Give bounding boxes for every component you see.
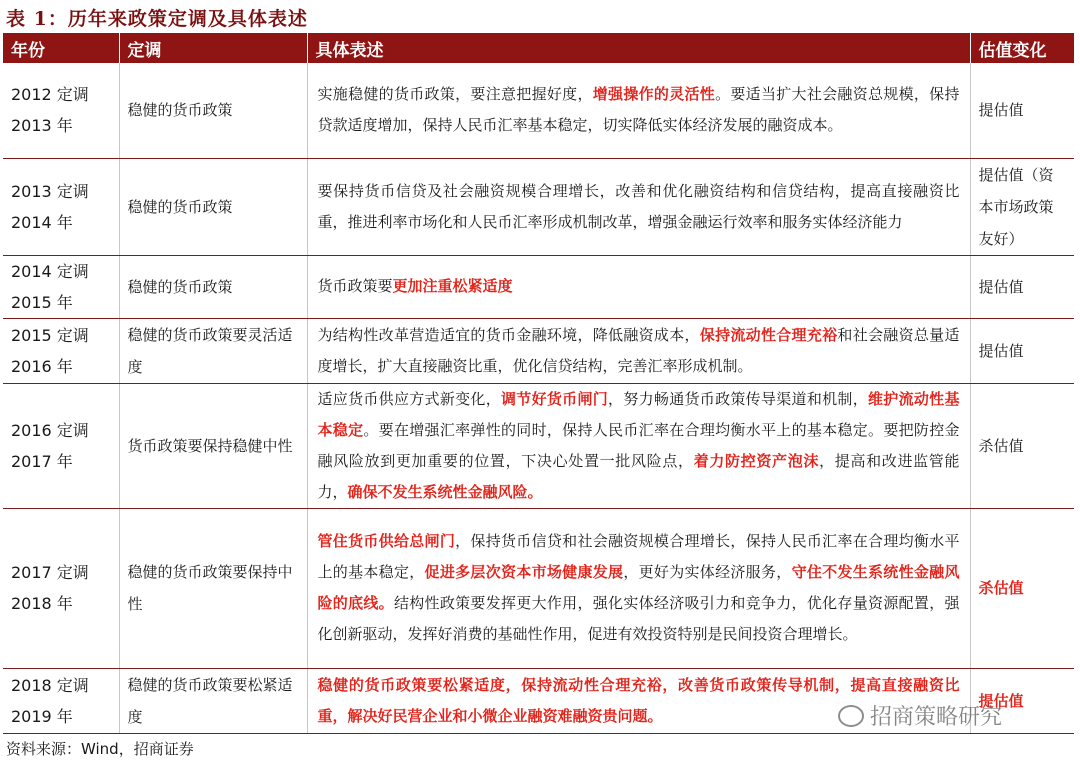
cell-description xyxy=(307,158,970,255)
year-line: 2014 年 xyxy=(11,212,73,232)
table-header-row xyxy=(3,33,1074,63)
year-line: 2015 定调 xyxy=(11,325,89,345)
cell-year xyxy=(3,63,119,158)
cell-valuation: 提估值 xyxy=(970,63,1074,158)
description-text: 结构性政策要发挥更大作用，强化实体经济吸引力和竞争力，优化存量资源配置，强化创新驱动，发挥好消费的基础性作用，促进有效投资特别是民间投资合理增长。 xyxy=(317,594,960,643)
header-valuation: 估值变化 xyxy=(970,33,1074,63)
cell-valuation: 提估值 xyxy=(970,255,1074,318)
description-text: ，提高和改进监管能力， xyxy=(317,451,960,501)
highlighted-phrase: 增强操作的灵活性 xyxy=(592,85,716,104)
year-line: 2018 定调 xyxy=(11,675,89,695)
cell-valuation: 提估值 xyxy=(970,318,1074,383)
highlighted-phrase: 保持流动性合理充裕 xyxy=(699,325,838,344)
cell-year xyxy=(3,318,119,383)
highlighted-phrase: 确保不发生系统性金融风险。 xyxy=(347,482,543,501)
year-line: 2015 年 xyxy=(11,292,73,312)
source-note: 资料来源：Wind，招商证券 xyxy=(6,740,194,758)
highlighted-phrase: 更加注重松紧适度 xyxy=(392,277,513,295)
watermark xyxy=(838,700,1002,731)
description-text: ，更好为实体经济服务， xyxy=(623,563,792,581)
cell-tone: 稳健的货币政策 xyxy=(119,255,307,318)
highlighted-phrase: 调节好货币闸门 xyxy=(501,389,609,408)
cell-tone: 稳健的货币政策要灵活适度 xyxy=(119,318,307,383)
description-text: 和社会融资总量适度增长，扩大直接融资比重，优化信贷结构，完善汇率形成机制。 xyxy=(317,325,960,375)
year-line: 2012 定调 xyxy=(11,85,89,105)
table-row xyxy=(3,318,1074,383)
cell-valuation: 提估值 xyxy=(970,668,1074,733)
cell-valuation: 杀估值 xyxy=(970,383,1074,508)
table-body xyxy=(3,63,1074,733)
cell-year xyxy=(3,508,119,668)
year-line: 2016 定调 xyxy=(11,420,89,440)
cell-tone: 稳健的货币政策要松紧适度 xyxy=(119,668,307,733)
highlighted-phrase: 守住不发生系统性金融风险的底线。 xyxy=(317,563,960,612)
policy-table xyxy=(3,33,1074,734)
description-text: ，保持货币信贷和社会融资规模合理增长，保持人民币汇率在合理均衡水平上的基本稳定， xyxy=(317,532,960,581)
year-line: 2017 定调 xyxy=(11,563,89,582)
description-text: ，努力畅通货币政策传导渠道和机制， xyxy=(608,389,868,408)
highlighted-phrase: 促进多层次资本市场健康发展 xyxy=(424,563,624,581)
header-year: 年份 xyxy=(3,33,119,63)
cell-valuation: 提估值（资本市场政策友好） xyxy=(970,158,1074,255)
table-row xyxy=(3,255,1074,318)
highlighted-phrase: 管住货币供给总闸门 xyxy=(317,532,456,550)
cell-description xyxy=(307,255,970,318)
wechat-icon xyxy=(838,705,864,727)
year-line: 2016 年 xyxy=(11,356,73,376)
cell-year xyxy=(3,158,119,255)
description-text: 。要适当扩大社会融资总规模，保持贷款适度增加，保持人民币汇率基本稳定，切实降低实体经济发展的融资成本。 xyxy=(317,85,960,135)
cell-tone: 货币政策要保持稳健中性 xyxy=(119,383,307,508)
highlighted-phrase: 维护流动性基本稳定 xyxy=(317,389,960,439)
cell-description xyxy=(307,508,970,668)
cell-tone: 稳健的货币政策要保持中性 xyxy=(119,508,307,668)
description-text: 货币政策要 xyxy=(317,277,393,295)
year-line: 2013 定调 xyxy=(11,181,89,201)
table-row xyxy=(3,158,1074,255)
cell-tone: 稳健的货币政策 xyxy=(119,158,307,255)
description-text: 要保持货币信贷及社会融资规模合理增长，改善和优化融资结构和信贷结构，提高直接融资比重，推进利率市场化和人民币汇率形成机制改革，增强金融运行效率和服务实体经济能力 xyxy=(317,181,960,231)
cell-description xyxy=(307,383,970,508)
description-text: 。要在增强汇率弹性的同时，保持人民币汇率在合理均衡水平上的基本稳定。要把防控金融风险放到更加重要的位置，下决心处置一批风险点， xyxy=(317,420,960,470)
header-tone: 定调 xyxy=(119,33,307,63)
year-line: 2013 年 xyxy=(11,116,73,136)
cell-year xyxy=(3,383,119,508)
table-row xyxy=(3,383,1074,508)
highlighted-phrase: 稳健的货币政策要松紧适度，保持流动性合理充裕，改善货币政策传导机制，提高直接融资比重，解决好民营企业和小微企业融资难融资贵问题。 xyxy=(317,675,960,725)
table-row xyxy=(3,508,1074,668)
table-title: 表 1：历年来政策定调及具体表述 xyxy=(6,8,308,30)
table-row xyxy=(3,63,1074,158)
cell-year xyxy=(3,255,119,318)
year-line: 2014 定调 xyxy=(11,261,89,281)
description-text: 实施稳健的货币政策，要注意把握好度， xyxy=(317,85,593,104)
cell-tone: 稳健的货币政策 xyxy=(119,63,307,158)
cell-valuation: 杀估值 xyxy=(970,508,1074,668)
highlighted-phrase: 着力防控资产泡沫 xyxy=(693,451,820,470)
cell-description xyxy=(307,318,970,383)
year-line: 2017 年 xyxy=(11,451,73,471)
description-text: 为结构性改革营造适宜的货币金融环境，降低融资成本， xyxy=(317,325,700,344)
year-line: 2019 年 xyxy=(11,706,73,726)
header-description: 具体表述 xyxy=(307,33,970,63)
cell-year xyxy=(3,668,119,733)
watermark-text: 招商策略研究 xyxy=(870,705,1003,730)
description-text: 适应货币供应方式新变化， xyxy=(317,389,501,408)
year-line: 2018 年 xyxy=(11,594,73,613)
cell-description xyxy=(307,63,970,158)
